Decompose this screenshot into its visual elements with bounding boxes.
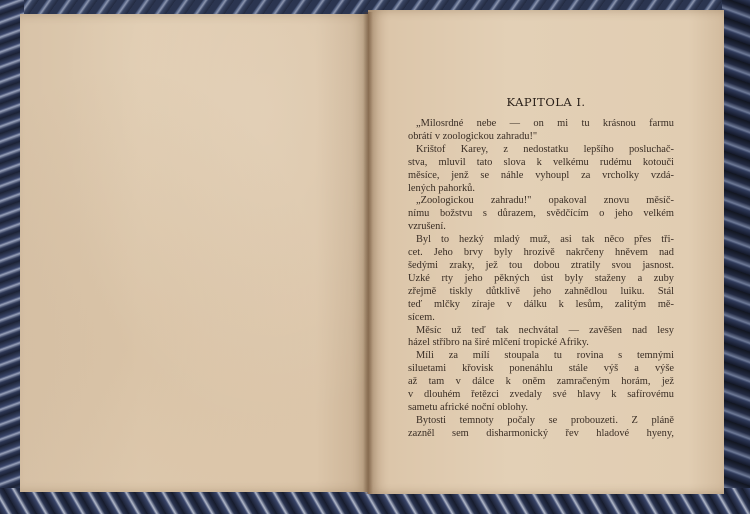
text-line: sametu africké noční oblohy. bbox=[408, 401, 528, 413]
text-line: teď mlčky zíraje v dálku k lesům, zalitým mě- bbox=[408, 298, 674, 310]
text-line: lených pahorků. bbox=[408, 182, 475, 194]
text-line: Úzké rty jeho pěkných úst byly staženy a zuby bbox=[408, 272, 674, 284]
text-line: v dlouhém řetězci zvedaly své hlavy k safírovému bbox=[408, 389, 674, 401]
text-line: sícem. bbox=[408, 311, 435, 323]
text-line: Míli za mílí stoupala tu rovina s temnými bbox=[416, 350, 674, 362]
text-line: obrátí v zoologickou zahradu!" bbox=[408, 130, 538, 142]
text-line: Byl to hezký mladý muž, asi tak něco přes tři- bbox=[416, 234, 674, 246]
text-line: šedými zraky, jež tou dobou ztratily svou jasnost. bbox=[408, 259, 674, 271]
text-line: zřejmě tiskly důtklivě jeho zahnědlou luiku. Stál bbox=[408, 285, 674, 297]
text-line: vzrušení. bbox=[408, 221, 446, 233]
text-line: „Zoologickou zahradu!" opakoval znovu měsíč- bbox=[416, 195, 674, 207]
book-cover-right bbox=[722, 0, 750, 514]
text-line: siluetami křovisk ponenáhlu stále výš a výše bbox=[408, 363, 674, 375]
left-page-blank bbox=[20, 14, 368, 492]
text-line: Bytosti temnoty počaly se probouzeti. Z pláně bbox=[416, 414, 674, 426]
text-line: házel stříbro na širé mlčení tropické Afriky. bbox=[408, 337, 589, 349]
text-line: stva, mluvil tato slova k velkému rudému kotouči bbox=[408, 156, 674, 168]
text-line: Měsíc už teď tak nechvátal — zavěšen nad lesy bbox=[416, 324, 674, 336]
text-line: „Milosrdné nebe — on mi tu krásnou farmu bbox=[416, 118, 674, 129]
text-line: nímu božstvu s důrazem, svědčícím o jeho velkém bbox=[408, 208, 674, 220]
text-line: zazněl sem disharmonický řev hladové hyeny, bbox=[408, 427, 674, 439]
chapter-title: KAPITOLA I. bbox=[506, 95, 586, 109]
text-line: měsíce, jenž se náhle vyhoupl za vrcholky vzdá- bbox=[408, 169, 674, 181]
text-line: cet. Jeho brvy byly hrozivě nakrčeny hněvem nad bbox=[408, 247, 674, 259]
body-text bbox=[408, 118, 674, 441]
text-line: Krištof Karey, z nedostatku lepšího posluchač- bbox=[416, 143, 674, 155]
text-line: až tam v dálce k oněm zamračeným horám, jež bbox=[408, 376, 674, 388]
book-gutter bbox=[363, 12, 373, 494]
